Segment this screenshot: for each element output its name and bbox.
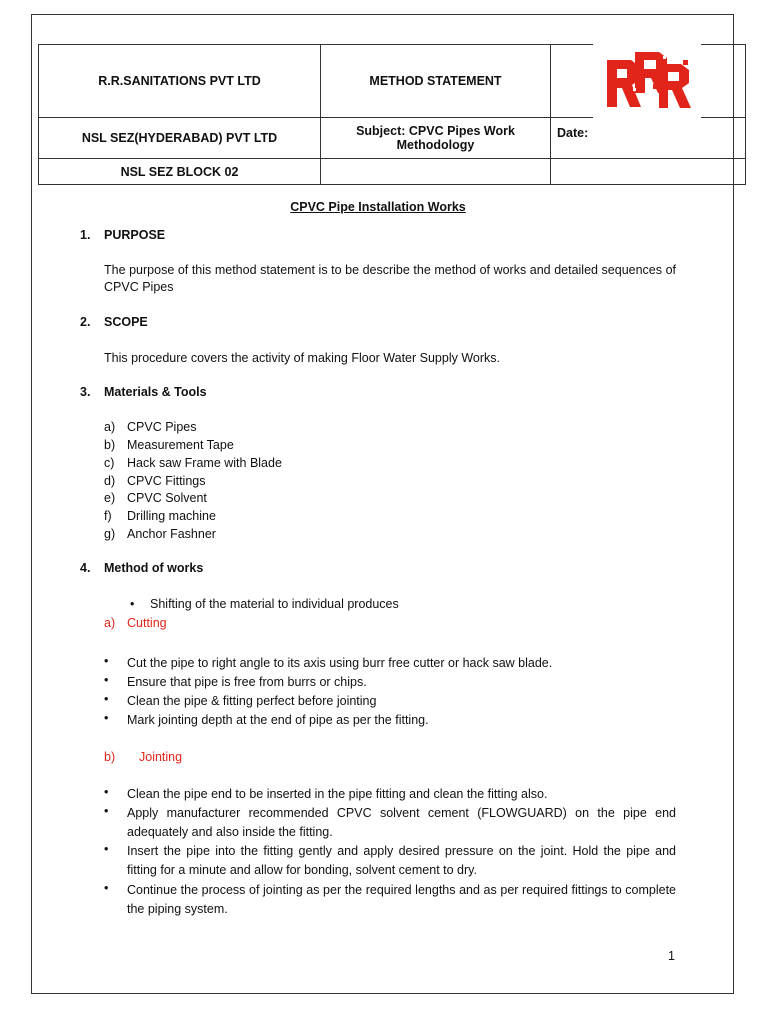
- list-letter: f): [104, 509, 112, 523]
- list-text: CPVC Solvent: [127, 491, 207, 505]
- list-text: Anchor Fashner: [127, 527, 216, 541]
- bullet-icon: •: [104, 881, 109, 895]
- list-letter: e): [104, 491, 116, 505]
- section-title: PURPOSE: [104, 228, 166, 242]
- section-number: 3.: [80, 385, 91, 399]
- list-text: Measurement Tape: [127, 438, 234, 452]
- bullet-icon: •: [104, 785, 109, 799]
- subject: Subject: CPVC Pipes Work Methodology: [321, 118, 551, 159]
- bullet-text: Insert the pipe into the fitting gently and apply desired pressure on the joint. Hold the pipe and fitting for a minute and allow for bonding, solvent cement to dry.: [127, 844, 676, 877]
- bullet-text: Clean the pipe & fitting perfect before jointing: [127, 694, 377, 708]
- bullet-text: Shifting of the material to individual produces: [150, 597, 399, 611]
- list-letter: g): [104, 527, 116, 541]
- subsection-title: Cutting: [127, 616, 167, 630]
- section-purpose-heading: [80, 228, 165, 242]
- bullet-icon: •: [104, 804, 109, 818]
- purpose-text: The purpose of this method statement is to be describe the method of works and detailed sequences of CPVC Pipes: [104, 263, 676, 294]
- section-materials-heading: [80, 385, 207, 399]
- section-number: 4.: [80, 561, 91, 575]
- list-text: Hack saw Frame with Blade: [127, 456, 282, 470]
- list-letter: b): [104, 438, 116, 452]
- subsection-letter: a): [104, 616, 116, 630]
- scope-text: This procedure covers the activity of making Floor Water Supply Works.: [104, 351, 500, 365]
- section-title: SCOPE: [104, 315, 148, 329]
- list-letter: c): [104, 456, 115, 470]
- list-text: Drilling machine: [127, 509, 216, 523]
- company-logo: [593, 44, 701, 118]
- bullet-icon: •: [104, 654, 109, 668]
- bullet-text: Continue the process of jointing as per the required lengths and as per required fittings to complete the piping system.: [127, 883, 676, 916]
- document-type: METHOD STATEMENT: [321, 45, 551, 118]
- date-label: Date:: [551, 118, 746, 159]
- logo-cell: [551, 45, 746, 118]
- block-name: NSL SEZ BLOCK 02: [39, 159, 321, 185]
- bullet-text: Ensure that pipe is free from burrs or chips.: [127, 675, 367, 689]
- empty-cell: [551, 159, 746, 185]
- section-scope-heading: [80, 315, 148, 329]
- section-number: 1.: [80, 228, 91, 242]
- bullet-icon: •: [130, 597, 135, 611]
- section-title: Materials & Tools: [104, 385, 207, 399]
- bullet-icon: •: [104, 673, 109, 687]
- bullet-text: Clean the pipe end to be inserted in the pipe fitting and clean the fitting also.: [127, 787, 548, 801]
- bullet-icon: •: [104, 711, 109, 725]
- section-number: 2.: [80, 315, 91, 329]
- section-method-heading: [80, 561, 203, 575]
- client-name: NSL SEZ(HYDERABAD) PVT LTD: [39, 118, 321, 159]
- list-text: CPVC Fittings: [127, 474, 206, 488]
- subsection-letter: b): [104, 750, 116, 764]
- document-title: CPVC Pipe Installation Works: [290, 200, 466, 214]
- section-title: Method of works: [104, 561, 204, 575]
- list-letter: d): [104, 474, 116, 488]
- list-text: CPVC Pipes: [127, 420, 197, 434]
- page-number: 1: [668, 949, 675, 963]
- bullet-text: Apply manufacturer recommended CPVC solvent cement (FLOWGUARD) on the pipe end adequately and also inside the fitting.: [127, 806, 676, 839]
- bullet-icon: •: [104, 842, 109, 856]
- subsection-title: Jointing: [139, 750, 183, 764]
- header-table: [38, 44, 746, 185]
- list-letter: a): [104, 420, 116, 434]
- bullet-text: Mark jointing depth at the end of pipe as per the fitting.: [127, 713, 429, 727]
- empty-cell: [321, 159, 551, 185]
- bullet-text: Cut the pipe to right angle to its axis using burr free cutter or hack saw blade.: [127, 656, 553, 670]
- bullet-icon: •: [104, 692, 109, 706]
- company-name: R.R.SANITATIONS PVT LTD: [39, 45, 321, 118]
